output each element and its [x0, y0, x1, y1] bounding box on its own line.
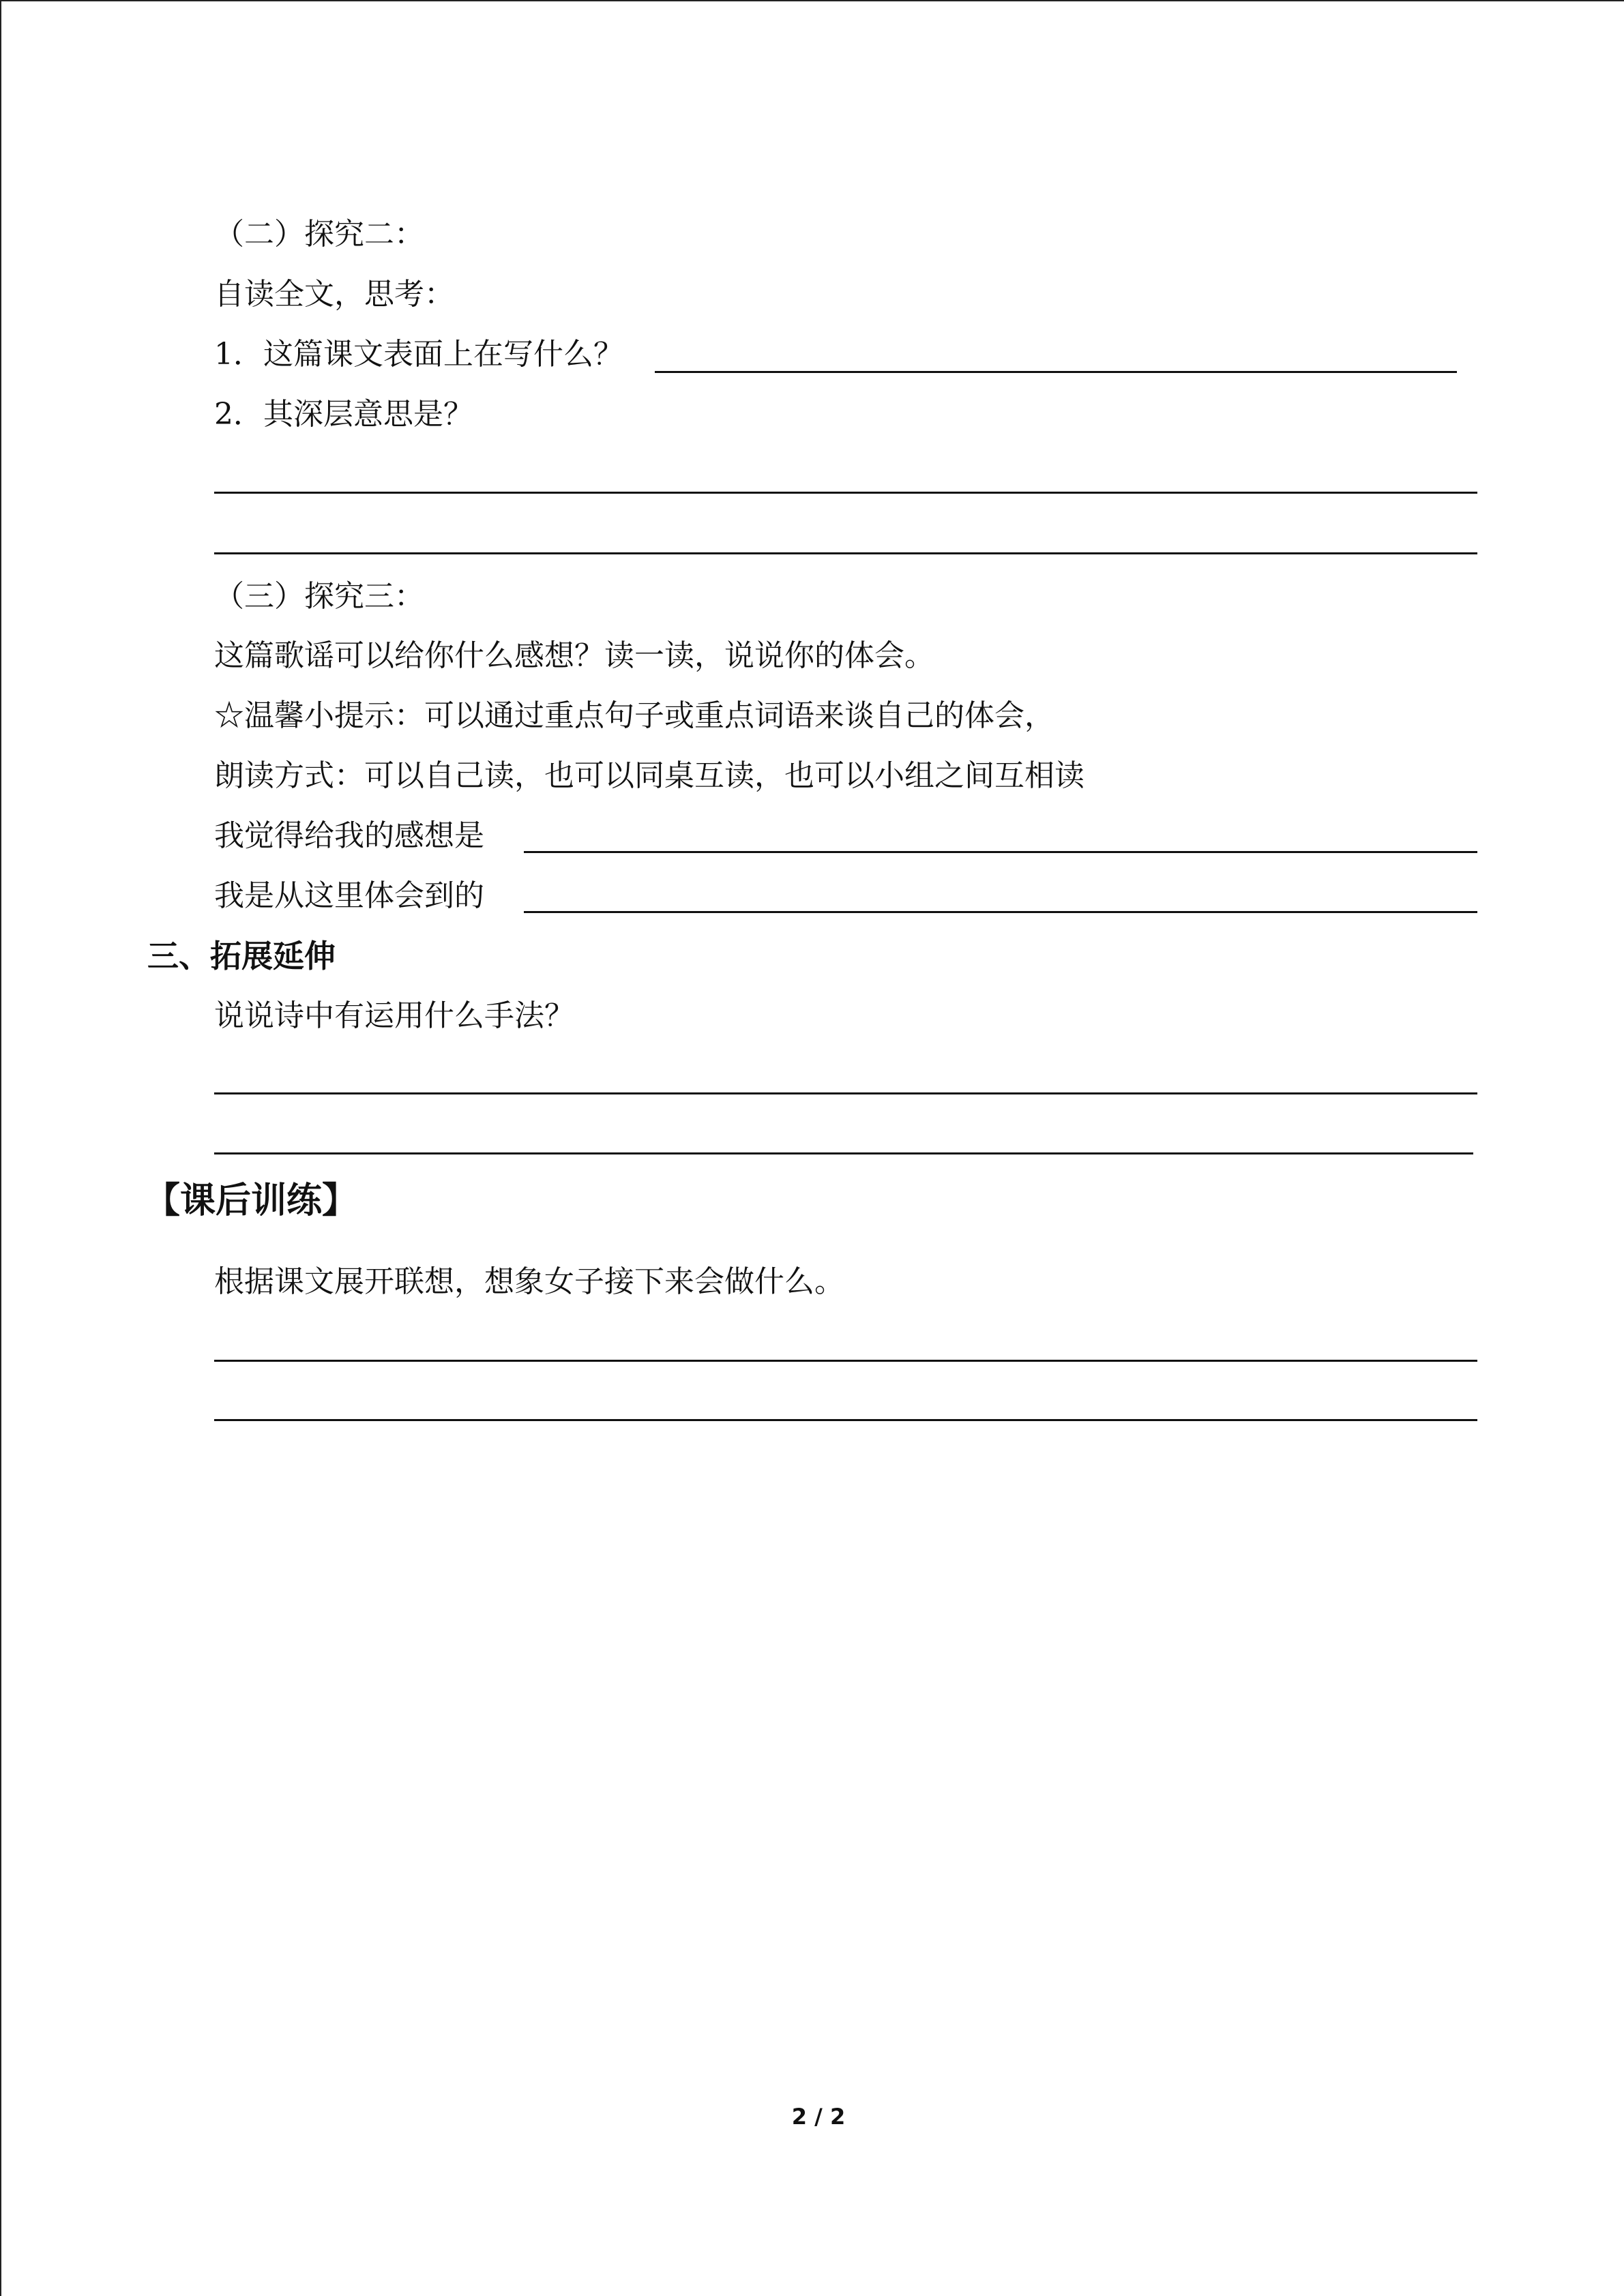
answer-line-after-class-1[interactable] — [214, 1360, 1477, 1362]
answer-line-extension-2[interactable] — [214, 1152, 1473, 1154]
answer-line-after-class-2[interactable] — [214, 1419, 1477, 1421]
explore2-question-1: 1．这篇课文表面上在写什么？ — [214, 337, 623, 372]
explore2-title: （二）探究二： — [214, 217, 424, 252]
explore3-method: 朗读方式：可以自己读，也可以同桌互读，也可以小组之间互相读 — [214, 758, 1084, 793]
after-class-heading: 【课后训练】 — [145, 1180, 358, 1221]
explore3-feeling-label: 我觉得给我的感想是 — [214, 818, 484, 853]
answer-line-source[interactable] — [524, 911, 1477, 913]
extension-question: 说说诗中有运用什么手法？ — [214, 998, 574, 1033]
answer-line-q2-1[interactable] — [214, 492, 1477, 494]
answer-line-feeling[interactable] — [524, 851, 1477, 853]
explore2-question-2: 2．其深层意思是？ — [214, 397, 473, 432]
page-number: 2 / 2 — [791, 2104, 846, 2130]
explore3-question: 这篇歌谣可以给你什么感想？读一读，说说你的体会。 — [214, 638, 934, 673]
after-class-task: 根据课文展开联想，想象女子接下来会做什么。 — [214, 1264, 844, 1299]
explore3-source-label: 我是从这里体会到的 — [214, 878, 484, 913]
answer-line-q2-2[interactable] — [214, 552, 1477, 554]
explore3-tip: ☆温馨小提示：可以通过重点句子或重点词语来谈自己的体会， — [214, 698, 1054, 733]
answer-line-extension-1[interactable] — [214, 1092, 1477, 1094]
explore3-title: （三）探究三： — [214, 579, 424, 614]
explore2-intro: 自读全文，思考： — [214, 277, 454, 312]
answer-line-q1[interactable] — [655, 371, 1457, 373]
extension-heading: 三、拓展延伸 — [147, 938, 336, 974]
